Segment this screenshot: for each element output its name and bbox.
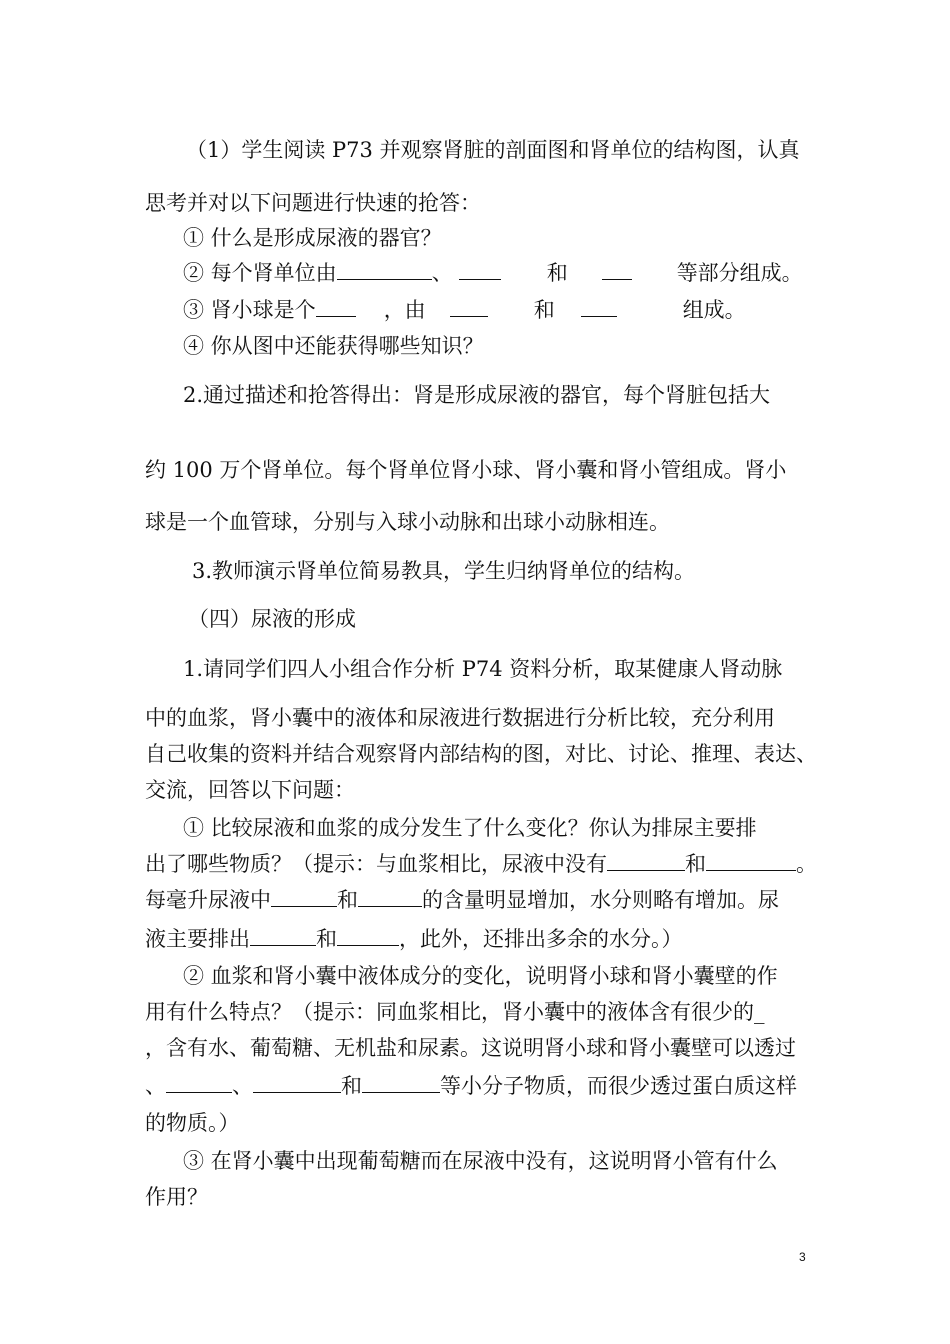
text-span: ，此外，还排出多余的水分。） — [399, 927, 683, 951]
text-span: 组成。 — [682, 298, 746, 322]
section-heading: （四）尿液的形成 — [188, 607, 356, 631]
text-span: 、 — [431, 261, 453, 285]
text-line: （1）学生阅读 P73 并观察肾脏的剖面图和肾单位的结构图，认真 — [186, 138, 800, 162]
fill-blank[interactable] — [607, 852, 685, 871]
text-span: ② 每个肾单位由 — [183, 261, 337, 285]
text-line: 的物质。） — [145, 1111, 240, 1135]
fill-blank[interactable] — [316, 298, 356, 317]
text-span: 液主要排出 — [145, 927, 250, 951]
fill-blank[interactable] — [250, 927, 316, 946]
text-line: 用有什么特点？（提示：同血浆相比，肾小囊中的液体含有很少的_ — [145, 1000, 765, 1024]
text-span: 出了哪些物质？（提示：与血浆相比，尿液中没有 — [145, 852, 607, 876]
text-line: 思考并对以下问题进行快速的抢答： — [145, 191, 481, 215]
fill-blank[interactable] — [459, 261, 501, 280]
fill-blank[interactable] — [166, 1074, 232, 1093]
fill-blank[interactable] — [337, 927, 399, 946]
text-span: 、 — [232, 1074, 253, 1098]
text-line: 3.教师演示肾单位简易教具，学生归纳肾单位的结构。 — [192, 559, 696, 583]
fill-blank[interactable] — [253, 1074, 341, 1093]
text-line: 中的血浆，肾小囊中的液体和尿液进行数据进行分析比较，充分利用 — [145, 706, 775, 730]
text-line: 1.请同学们四人小组合作分析 P74 资料分析，取某健康人肾动脉 — [183, 657, 783, 681]
text-span: ，由 — [383, 298, 426, 322]
text-span: 和 — [533, 298, 555, 322]
text-line — [145, 1073, 797, 1099]
text-line — [145, 926, 683, 952]
text-span: ③ 肾小球是个 — [183, 298, 316, 322]
fill-blank[interactable] — [358, 888, 422, 907]
text-span: 和 — [341, 1074, 362, 1098]
question-item: ① 什么是形成尿液的器官？ — [183, 226, 442, 250]
text-span: 。 — [796, 852, 817, 876]
question-item: ④ 你从图中还能获得哪些知识？ — [183, 334, 484, 358]
question-item: ① 比较尿液和血浆的成分发生了什么变化？你认为排尿主要排 — [183, 816, 757, 840]
fill-blank[interactable] — [581, 298, 617, 317]
page-number: 3 — [799, 1250, 806, 1264]
text-line — [145, 887, 779, 913]
fill-blank[interactable] — [706, 852, 796, 871]
text-line: 作用？ — [145, 1185, 208, 1209]
fill-blank[interactable] — [337, 261, 432, 280]
text-line: 交流，回答以下问题： — [145, 778, 355, 802]
text-line: ，含有水、葡萄糖、无机盐和尿素。这说明肾小球和肾小囊壁可以透过 — [145, 1036, 796, 1060]
fill-blank[interactable] — [450, 298, 488, 317]
text-span: 和 — [546, 261, 568, 285]
text-span: 和 — [685, 852, 706, 876]
text-span: 等小分子物质，而很少透过蛋白质这样 — [440, 1074, 797, 1098]
fill-blank[interactable] — [602, 261, 632, 280]
question-item: ③ 在肾小囊中出现葡萄糖而在尿液中没有，这说明肾小管有什么 — [183, 1149, 778, 1173]
text-span: 的含量明显增加，水分则略有增加。尿 — [422, 888, 779, 912]
text-line: 约 100 万个肾单位。每个肾单位肾小球、肾小囊和肾小管组成。肾小 — [145, 458, 787, 482]
text-span: 和 — [316, 927, 337, 951]
text-span: 和 — [337, 888, 358, 912]
fill-blank[interactable] — [362, 1074, 440, 1093]
question-item — [183, 260, 803, 286]
fill-blank[interactable] — [271, 888, 337, 907]
question-item — [183, 297, 746, 323]
text-line: 球是一个血管球，分别与入球小动脉和出球小动脉相连。 — [145, 510, 670, 534]
text-line — [145, 851, 817, 877]
text-span: 等部分组成。 — [676, 261, 803, 285]
text-line: 2.通过描述和抢答得出：肾是形成尿液的器官，每个肾脏包括大 — [183, 383, 771, 407]
text-span: 每毫升尿液中 — [145, 888, 271, 912]
question-item: ② 血浆和肾小囊中液体成分的变化，说明肾小球和肾小囊壁的作 — [183, 964, 778, 988]
text-line: 自己收集的资料并结合观察肾内部结构的图，对比、讨论、推理、表达、 — [145, 742, 817, 766]
text-span: 、 — [145, 1074, 166, 1098]
